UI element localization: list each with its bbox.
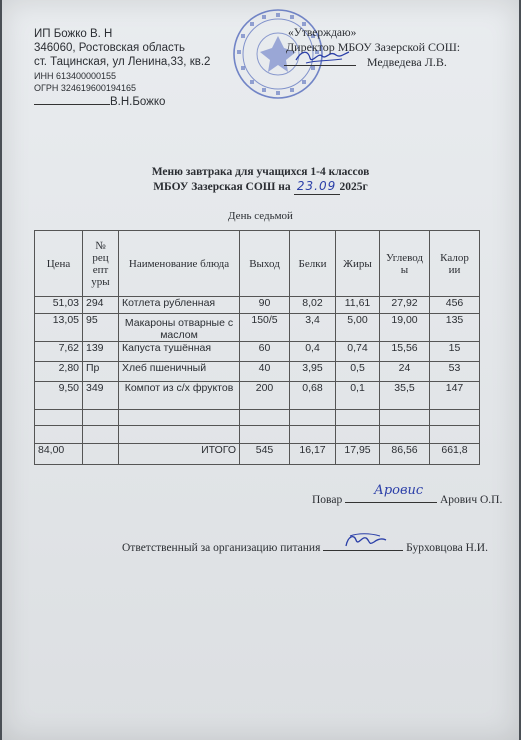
document-page <box>2 0 519 740</box>
cell-fat: 0,5 <box>336 362 380 382</box>
director-signature-icon <box>292 46 352 68</box>
cell-fat: 0,1 <box>336 382 380 410</box>
director-position: Директор МБОУ Зазерской СОШ: <box>286 40 461 54</box>
table-row-empty <box>35 426 480 444</box>
cook-name: Арович О.П. <box>439 494 503 506</box>
cell-protein: 0,68 <box>290 382 336 410</box>
supplier-address-street: ст. Тацинская, ул Ленина,33, кв.2 <box>34 56 211 68</box>
col-header-fat: Жиры <box>336 231 380 297</box>
supplier-address-region: 346060, Ростовская область <box>34 42 186 54</box>
cell-dish: Капуста тушённая <box>119 342 240 362</box>
cell-price: 9,50 <box>35 382 83 410</box>
cell-dish: Компот из с/х фруктов <box>119 382 240 410</box>
responsible-label: Ответственный за организацию питания <box>122 542 321 554</box>
year-label: 2025г <box>339 181 368 193</box>
cell-calories: 456 <box>430 297 480 314</box>
col-header-price: Цена <box>35 231 83 297</box>
cell-yield: 60 <box>240 342 290 362</box>
cell-recipe: 349 <box>83 382 119 410</box>
cell-recipe: 139 <box>83 342 119 362</box>
cell-dish: Хлеб пшеничный <box>119 362 240 382</box>
cell-fat: 5,00 <box>336 314 380 342</box>
cook-label: Повар <box>312 494 343 506</box>
total-fat: 17,95 <box>336 444 380 465</box>
total-label: ИТОГО <box>119 444 240 465</box>
table-row <box>35 297 480 314</box>
responsible-signature-line <box>122 542 488 555</box>
supplier-ogrn: ОГРН 324619600194165 <box>34 83 136 93</box>
cell-yield: 150/5 <box>240 314 290 342</box>
total-yield: 545 <box>240 444 290 465</box>
cell-recipe: 95 <box>83 314 119 342</box>
cell-carbs: 24 <box>380 362 430 382</box>
supplier-sign-name: В.Н.Божко <box>110 96 166 108</box>
cell-yield: 40 <box>240 362 290 382</box>
col-header-calories: Калор ии <box>430 231 480 297</box>
responsible-name: Бурховцова Н.И. <box>406 542 488 554</box>
day-label: День седьмой <box>228 210 293 222</box>
supplier-signature-line <box>34 96 165 109</box>
director-name: Медведева Л.В. <box>366 55 447 69</box>
col-header-dish: Наименование блюда <box>119 231 240 297</box>
cell-recipe: 294 <box>83 297 119 314</box>
cell-fat: 0,74 <box>336 342 380 362</box>
cell-calories: 147 <box>430 382 480 410</box>
cell-calories: 15 <box>430 342 480 362</box>
cell-protein: 3,4 <box>290 314 336 342</box>
supplier-name: ИП Божко В. Н <box>34 28 113 40</box>
total-recipe <box>83 444 119 465</box>
cell-yield: 200 <box>240 382 290 410</box>
total-price: 84,00 <box>35 444 83 465</box>
cell-price: 2,80 <box>35 362 83 382</box>
menu-table <box>34 230 480 465</box>
col-header-carbs: Углевод ы <box>380 231 430 297</box>
supplier-inn: ИНН 613400000155 <box>34 71 117 81</box>
approval-heading: «Утверждаю» <box>288 27 357 39</box>
col-header-yield: Выход <box>240 231 290 297</box>
cell-dish: Макароны отварные с маслом <box>119 314 240 342</box>
col-header-protein: Белки <box>290 231 336 297</box>
cell-calories: 135 <box>430 314 480 342</box>
cell-carbs: 15,56 <box>380 342 430 362</box>
cell-dish: Котлета рубленная <box>119 297 240 314</box>
cell-price: 51,03 <box>35 297 83 314</box>
menu-subtitle <box>2 180 519 195</box>
cell-carbs: 27,92 <box>380 297 430 314</box>
cell-calories: 53 <box>430 362 480 382</box>
cook-signature: Аровис <box>374 483 424 498</box>
school-on-label: МБОУ Зазерская СОШ на <box>153 181 291 193</box>
total-carbs: 86,56 <box>380 444 430 465</box>
cell-price: 7,62 <box>35 342 83 362</box>
cell-fat: 11,61 <box>336 297 380 314</box>
total-calories: 661,8 <box>430 444 480 465</box>
cell-carbs: 19,00 <box>380 314 430 342</box>
cell-protein: 3,95 <box>290 362 336 382</box>
cell-protein: 0,4 <box>290 342 336 362</box>
cell-carbs: 35,5 <box>380 382 430 410</box>
table-total-row <box>35 444 480 465</box>
table-row <box>35 382 480 410</box>
cell-price: 13,05 <box>35 314 83 342</box>
cell-recipe: Пр <box>83 362 119 382</box>
table-row <box>35 314 480 342</box>
table-row <box>35 342 480 362</box>
handwritten-date: 23.09 <box>296 179 337 193</box>
cell-yield: 90 <box>240 297 290 314</box>
total-protein: 16,17 <box>290 444 336 465</box>
cell-protein: 8,02 <box>290 297 336 314</box>
table-row-empty <box>35 410 480 426</box>
menu-title: Меню завтрака для учащихся 1-4 классов <box>151 166 370 178</box>
col-header-recipe: № рец епт уры <box>83 231 119 297</box>
table-row <box>35 362 480 382</box>
responsible-signature-icon <box>340 530 388 552</box>
table-header-row <box>35 231 480 297</box>
